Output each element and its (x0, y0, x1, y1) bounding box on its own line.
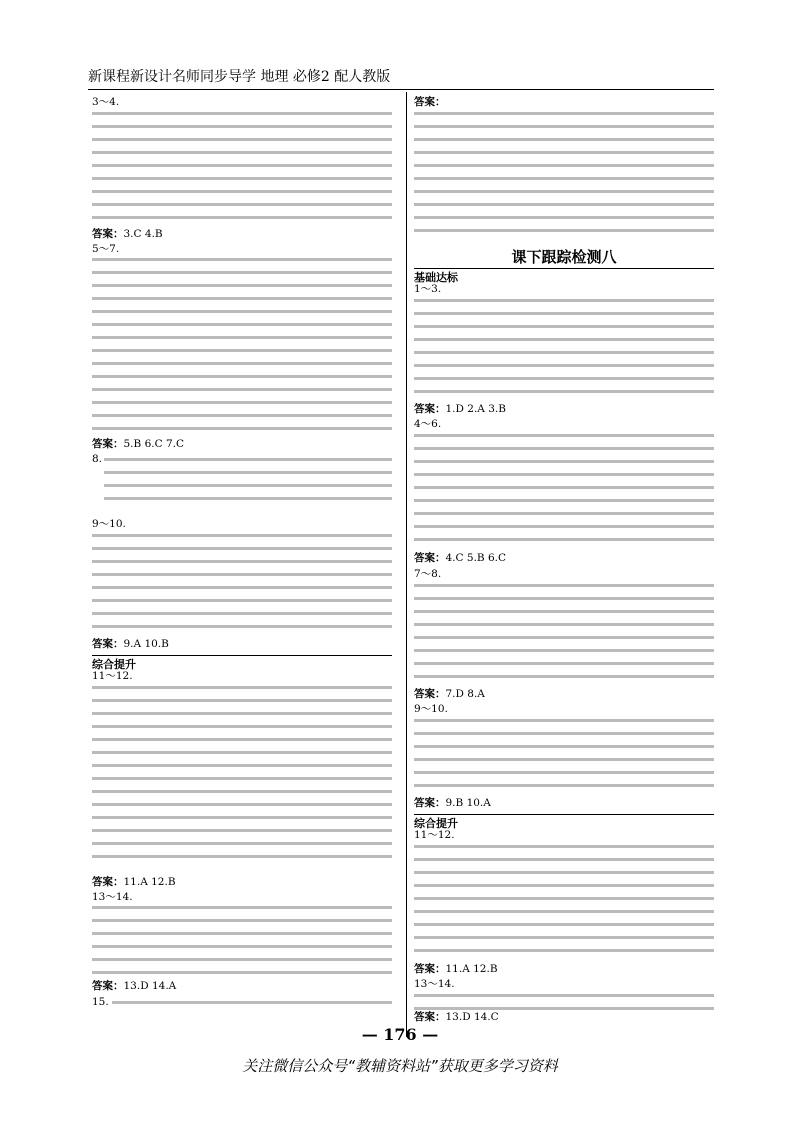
answer-label: 答案： (414, 1011, 446, 1023)
explanation-11-12-right (414, 845, 714, 962)
question-3-4: 3～4. (92, 96, 120, 108)
question-13-14-right: 13～14. (414, 978, 455, 990)
answer-11-12-right (414, 963, 498, 976)
answer-7-8-value: 7.D 8.A (445, 688, 485, 700)
page-number: — 176 — (361, 1025, 439, 1044)
answer-top-text (414, 112, 714, 242)
explanation-7-8 (414, 584, 714, 688)
answer-9-10-right (414, 797, 491, 810)
answer-11-12-value: 11.A 12.B (123, 876, 176, 888)
answer-11-12 (92, 876, 176, 889)
question-9-10-right: 9～10. (414, 703, 448, 715)
page-header: 新课程新设计名师同步导学 地理 必修2 配人教版 (88, 69, 391, 85)
answer-5-7-value: 5.B 6.C 7.C (123, 438, 185, 450)
question-1-3: 1～3. (414, 283, 442, 295)
question-9-10: 9～10. (92, 518, 126, 530)
explanation-3-4 (92, 112, 392, 229)
section-comprehensive: 综合提升 (92, 655, 392, 672)
explanation-8 (104, 458, 392, 510)
answer-label: 答案： (414, 797, 446, 809)
answer-11-12-right-value: 11.A 12.B (445, 963, 498, 975)
answer-label: 答案： (92, 876, 124, 888)
answer-label: 答案： (92, 638, 124, 650)
question-7-8: 7～8. (414, 568, 442, 580)
explanation-5-7 (92, 258, 392, 440)
answer-label: 答案： (414, 96, 446, 108)
answer-13-14-value: 13.D 14.A (123, 980, 177, 992)
answer-3-4 (92, 228, 163, 241)
answer-1-3 (414, 403, 506, 416)
section-basic: 基础达标 (414, 268, 714, 285)
footer-note: 关注微信公众号“教辅资料站”获取更多学习资料 (242, 1057, 558, 1075)
question-15: 15. (92, 996, 109, 1008)
question-11-12: 11～12. (92, 670, 133, 682)
explanation-4-6 (414, 434, 714, 551)
explanation-15 (112, 1001, 392, 1014)
answer-7-8 (414, 688, 485, 701)
explanation-1-3 (414, 299, 714, 403)
answer-13-14 (92, 980, 176, 993)
answer-label: 答案： (414, 688, 446, 700)
answer-13-14-right (414, 1011, 499, 1024)
answer-label: 答案： (414, 963, 446, 975)
answer-1-3-value: 1.D 2.A 3.B (445, 403, 506, 415)
question-13-14: 13～14. (92, 891, 133, 903)
header-rule (88, 89, 714, 90)
answer-5-7 (92, 438, 184, 451)
answer-top (414, 96, 446, 109)
answer-label: 答案： (414, 552, 446, 564)
answer-label: 答案： (414, 403, 446, 415)
lesson-title: 课下跟踪检测八 (511, 248, 617, 266)
column-divider (406, 92, 407, 1037)
answer-13-14-right-value: 13.D 14.C (445, 1011, 499, 1023)
explanation-13-14 (92, 906, 392, 984)
section-comprehensive-right: 综合提升 (414, 814, 714, 831)
answer-9-10 (92, 638, 169, 651)
explanation-11-12 (92, 686, 392, 868)
answer-3-4-value: 3.C 4.B (123, 228, 163, 240)
explanation-9-10 (92, 534, 392, 638)
answer-label: 答案： (92, 438, 124, 450)
answer-9-10-value: 9.A 10.B (123, 638, 169, 650)
answer-4-6-value: 4.C 5.B 6.C (445, 552, 507, 564)
answer-label: 答案： (92, 228, 124, 240)
question-5-7: 5～7. (92, 243, 120, 255)
explanation-9-10-right (414, 719, 714, 797)
answer-label: 答案： (92, 980, 124, 992)
answer-4-6 (414, 552, 506, 565)
question-8: 8. (92, 453, 103, 465)
question-4-6: 4～6. (414, 418, 442, 430)
answer-9-10-right-value: 9.B 10.A (445, 797, 491, 809)
question-11-12-right: 11～12. (414, 829, 455, 841)
